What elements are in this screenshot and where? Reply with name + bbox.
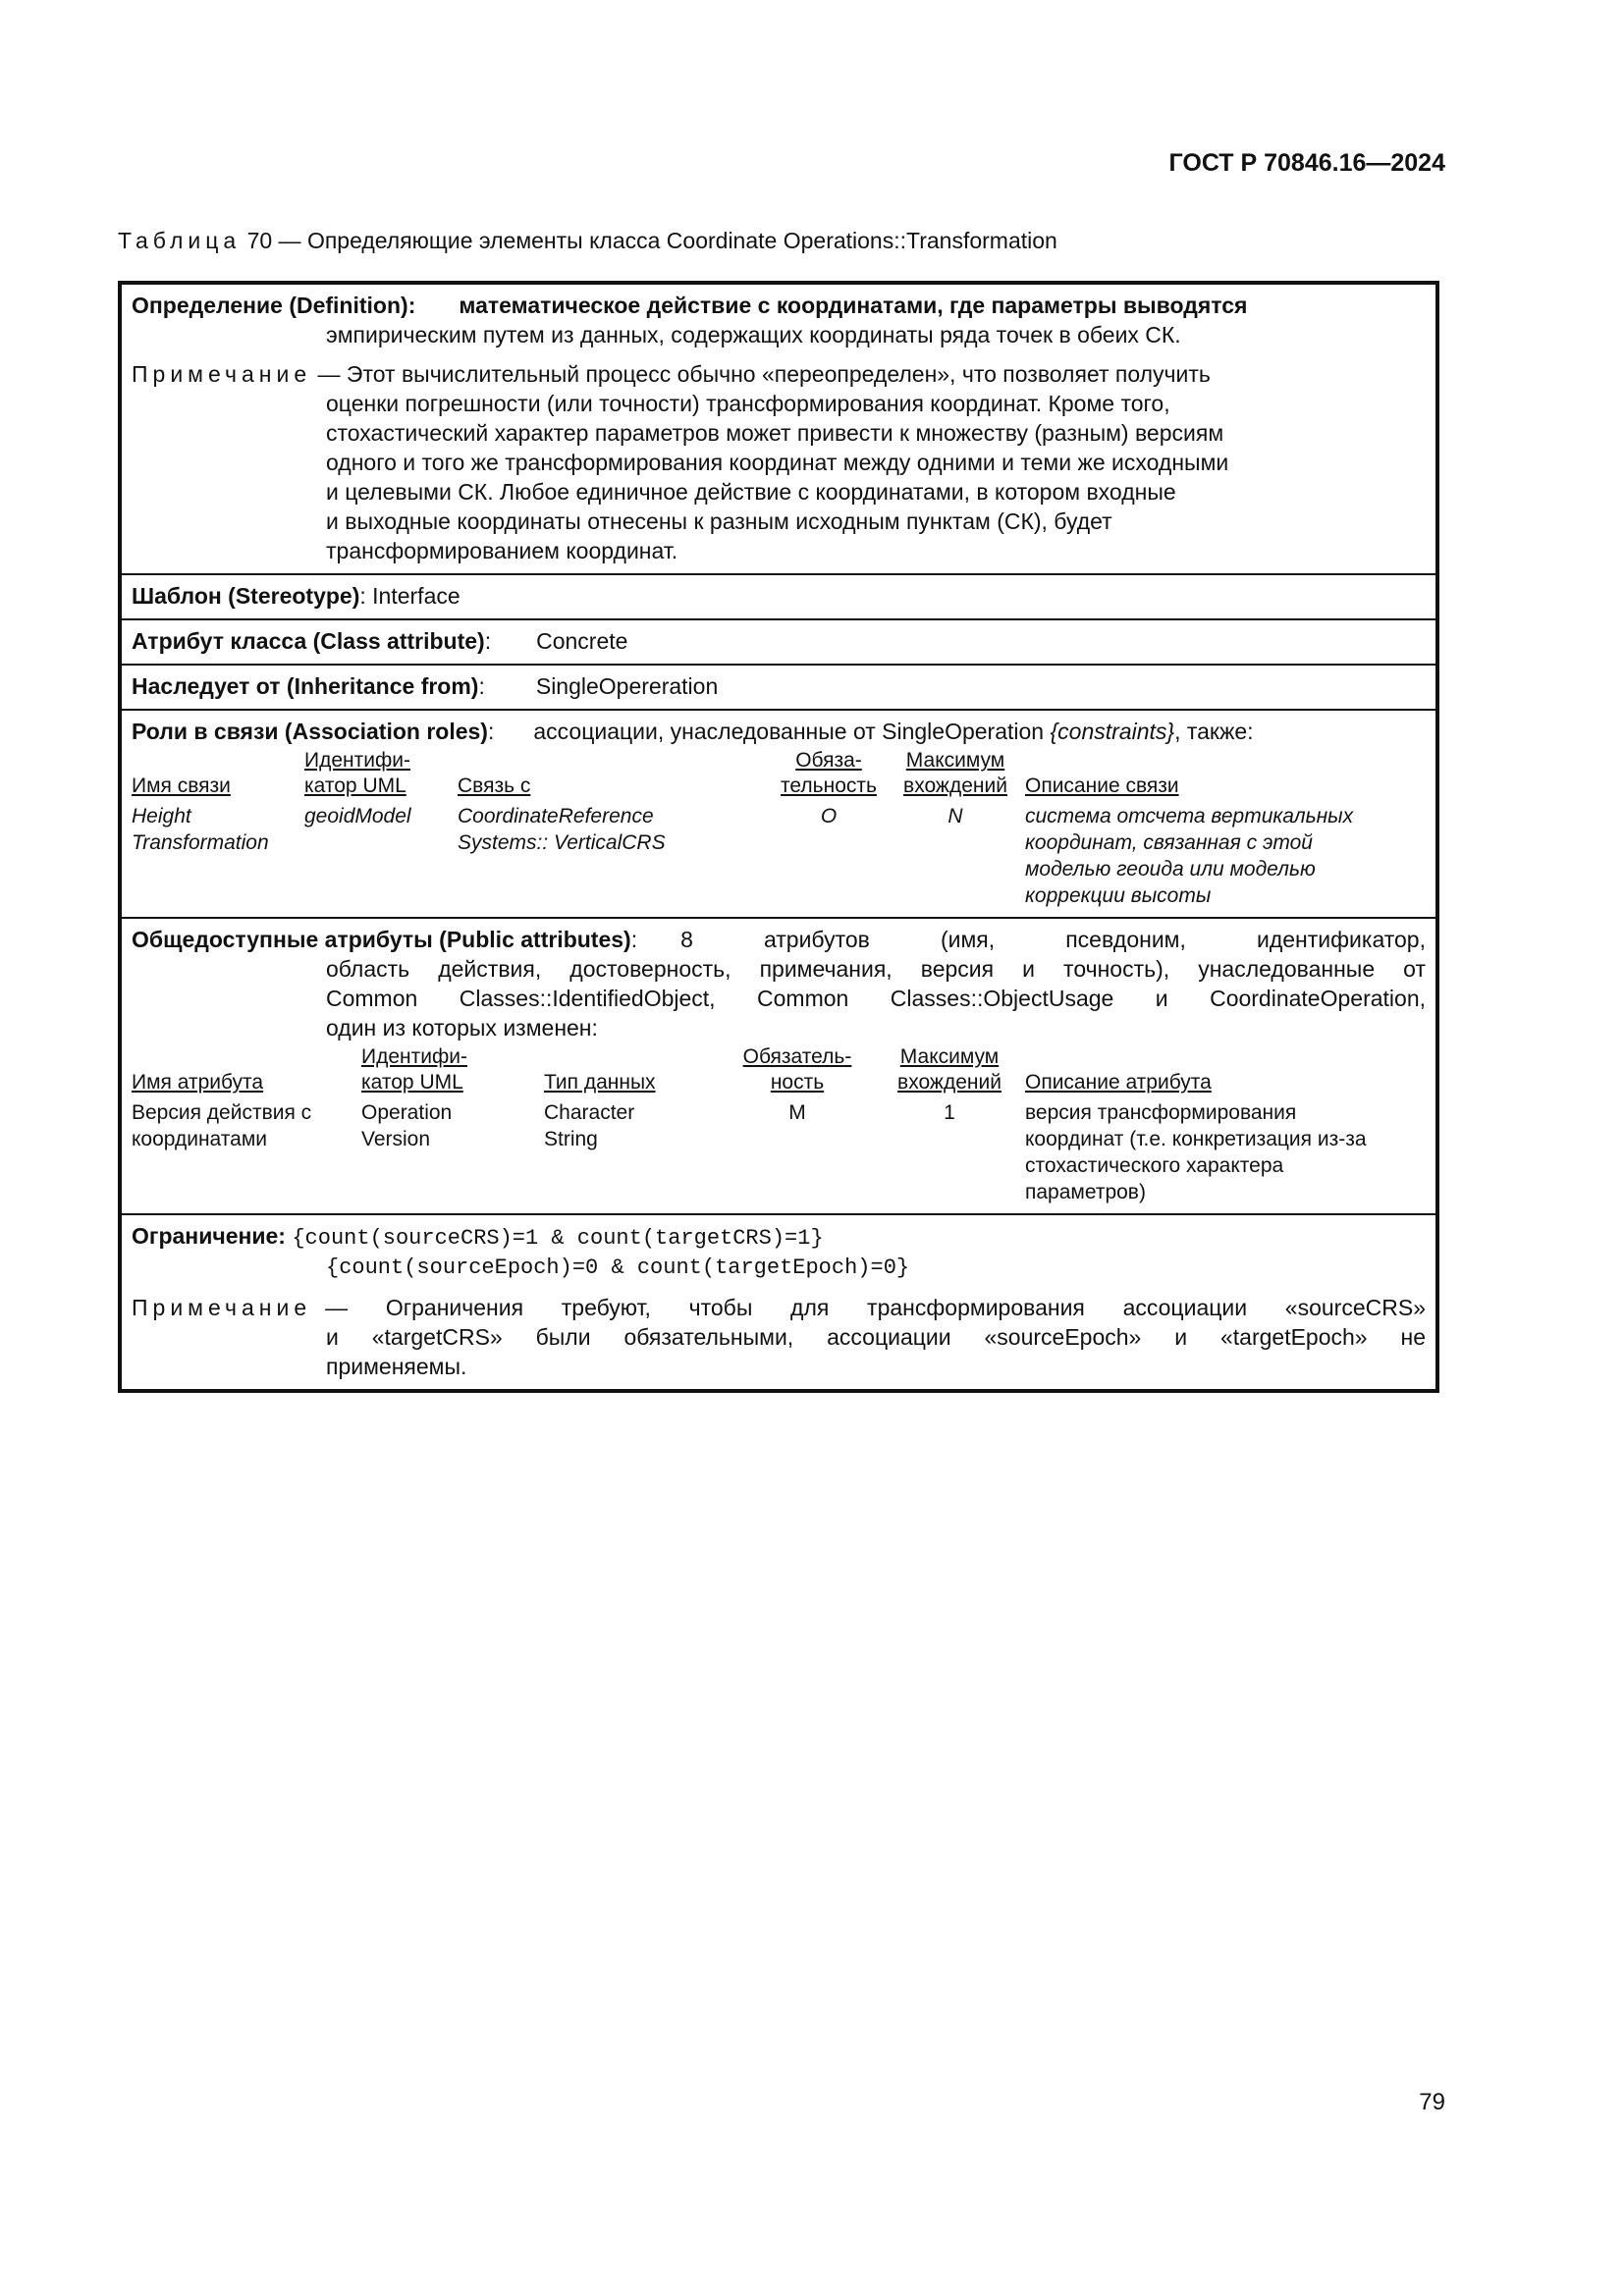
public-attributes-para: Общедоступные атрибуты (Public attributes): 8 атрибутов (имя, псевдоним, идентификатор,: [132, 927, 1426, 952]
association-cell-link: [458, 799, 772, 909]
public-attributes-header-row: [132, 1044, 1426, 1095]
public-header-max: [878, 1044, 1025, 1095]
public-cell-max: 1: [944, 1101, 955, 1124]
public-header-type-text: Тип данных: [544, 1071, 656, 1094]
association-header-oblig-1: Обяза-: [795, 749, 862, 772]
public-cell-uml: [361, 1095, 544, 1205]
association-subtable: [132, 748, 1426, 909]
public-attributes-label: Общедоступные атрибуты (Public attributes): [132, 927, 631, 952]
association-value-italic: {constraints}: [1050, 719, 1175, 744]
association-para: Роли в связи (Association roles): ассоциации, унаследованные от SingleOperation {constraints}, также:: [132, 719, 1254, 744]
inheritance-label: Наследует от (Inheritance from): [132, 673, 479, 699]
association-header-uml-1: Идентифи-: [304, 749, 410, 772]
association-desc-3: моделью геоида или моделью: [1025, 858, 1316, 881]
association-cell-desc: [1025, 799, 1426, 909]
public-desc-1: версия трансформирования: [1025, 1101, 1297, 1124]
note1-para: [132, 359, 1426, 389]
note2-para: [132, 1293, 1426, 1322]
public-attributes-line-4: один из которых изменен:: [326, 1015, 598, 1041]
note2-label: Примечание: [132, 1295, 312, 1320]
public-type-1: Character: [544, 1101, 635, 1124]
definition-row: [122, 285, 1435, 575]
note1-line-2: оценки погрешности (или точности) трансформирования координат. Кроме того,: [326, 391, 1170, 416]
public-cell-name: [132, 1095, 361, 1205]
note2-first-line: — Ограничения требуют, чтобы для трансформирования ассоциации «sourceCRS»: [325, 1295, 1426, 1320]
public-attributes-first-line: 8 атрибутов (имя, псевдоним, идентификатор,: [680, 927, 1426, 952]
note1-label: Примечание: [132, 361, 312, 387]
association-label: Роли в связи (Association roles): [132, 719, 488, 744]
association-header-max: [890, 748, 1025, 799]
note2-line-3: применяемы.: [326, 1354, 467, 1379]
public-name-2: координатами: [132, 1128, 268, 1150]
caption-prefix: Таблица: [118, 228, 242, 253]
association-name-2: Transformation: [132, 831, 269, 854]
association-header-desc-text: Описание связи: [1025, 774, 1179, 797]
public-attributes-subtable: [132, 1044, 1426, 1205]
note1-line-3: стохастический характер параметров может привести к множеству (разным) версиям: [326, 420, 1224, 446]
note1-line-1: — Этот вычислительный процесс обычно «переопределен», что позволяет получить: [317, 361, 1211, 387]
class-attribute-row: Атрибут класса (Class attribute): Concrete: [122, 620, 1435, 666]
constraint-para: [132, 1221, 1426, 1254]
caption-text: 70 — Определяющие элементы класса Coordinate Operations::Transformation: [246, 228, 1057, 253]
inheritance-row: Наследует от (Inheritance from): SingleOpereration: [122, 666, 1435, 711]
public-header-desc: [1025, 1044, 1426, 1095]
table-row: [132, 1095, 1426, 1205]
association-header-name: [132, 748, 304, 799]
public-header-oblig: [721, 1044, 878, 1095]
association-value-prefix: ассоциации, унаследованные от SingleOperation: [533, 719, 1051, 744]
public-header-name: [132, 1044, 361, 1095]
public-desc-3: стохастического характера: [1025, 1154, 1284, 1177]
association-desc-2: координат, связанная с этой: [1025, 831, 1313, 854]
public-header-uml-1: Идентифи-: [361, 1045, 467, 1068]
public-uml-1: Operation: [361, 1101, 453, 1124]
table-row: [132, 799, 1426, 909]
public-cell-type: [544, 1095, 721, 1205]
class-attribute-label: Атрибут класса (Class attribute): [132, 628, 485, 654]
association-link-2: Systems:: VerticalCRS: [458, 831, 666, 854]
table-caption: [118, 228, 1057, 254]
association-header-max-2: вхождений: [903, 774, 1007, 797]
document-number: ГОСТ Р 70846.16—2024: [1168, 149, 1445, 177]
public-cell-desc: [1025, 1095, 1426, 1205]
note1-line-7: трансформированием координат.: [326, 538, 678, 563]
stereotype-row: Шаблон (Stereotype): Interface: [122, 575, 1435, 620]
public-header-max-2: вхождений: [897, 1071, 1001, 1094]
association-header-link-text: Связь с: [458, 774, 531, 797]
public-desc-2: координат (т.е. конкретизация из-за: [1025, 1128, 1367, 1150]
constraint-line-1: {count(sourceCRS)=1 & count(targetCRS)=1}: [292, 1226, 824, 1251]
public-desc-4: параметров): [1025, 1181, 1146, 1203]
association-name-1: Height: [132, 805, 191, 828]
public-attributes-line-3: Common Classes::IdentifiedObject, Common Classes::ObjectUsage и CoordinateOperation,: [326, 986, 1426, 1011]
constraint-row: [122, 1215, 1435, 1389]
note1-line-4: одного и того же трансформирования координат между одними и теми же исходными: [326, 450, 1229, 475]
note1-line-6: и выходные координаты отнесены к разным исходным пунктам (СК), будет: [326, 508, 1112, 534]
definition-line-1: математическое действие с координатами, где параметры выводятся: [459, 293, 1248, 318]
public-header-type: [544, 1044, 721, 1095]
public-type-2: String: [544, 1128, 598, 1150]
stereotype-label: Шаблон (Stereotype): [132, 583, 360, 609]
association-header-row: [132, 748, 1426, 799]
class-attribute-value: Concrete: [536, 628, 628, 654]
association-header-max-1: Максимум: [905, 749, 1005, 772]
public-header-name-text: Имя атрибута: [132, 1071, 264, 1094]
public-attributes-line-2: область действия, достоверность, примечания, версия и точность), унаследованные от: [326, 956, 1426, 982]
association-header-uml-2: катор UML: [304, 774, 406, 797]
association-header-oblig: [772, 748, 890, 799]
association-row: [122, 711, 1435, 919]
inheritance-value: SingleOpereration: [535, 673, 719, 699]
association-link-1: CoordinateReference: [458, 805, 654, 828]
constraint-line-2: {count(sourceEpoch)=0 & count(targetEpoch)=0}: [326, 1255, 910, 1280]
public-cell-oblig: M: [788, 1101, 806, 1124]
public-header-desc-text: Описание атрибута: [1025, 1071, 1212, 1094]
definition-table: [118, 281, 1439, 1393]
public-header-uml-2: катор UML: [361, 1071, 463, 1094]
public-attributes-row: [122, 919, 1435, 1215]
association-cell-oblig: O: [820, 805, 838, 828]
definition-line-2: [132, 320, 1426, 349]
association-cell-max: N: [947, 805, 963, 828]
association-header-uml: [304, 748, 458, 799]
definition-para: Определение (Definition): математическое действие с координатами, где параметры выводятся: [132, 293, 1248, 318]
public-header-uml: [361, 1044, 544, 1095]
association-cell-uml: geoidModel: [304, 805, 411, 828]
constraint-label: Ограничение:: [132, 1223, 286, 1249]
public-header-oblig-2: ность: [770, 1071, 825, 1094]
association-desc-1: система отсчета вертикальных: [1025, 805, 1354, 828]
association-header-oblig-2: тельность: [781, 774, 877, 797]
page-number: 79: [1419, 2089, 1445, 2115]
association-header-desc: [1025, 748, 1426, 799]
public-name-1: Версия действия с: [132, 1101, 312, 1124]
definition-label: Определение (Definition): [132, 293, 408, 318]
association-value-suffix: , также:: [1174, 719, 1254, 744]
association-desc-4: коррекции высоты: [1025, 884, 1212, 907]
association-cell-name: [132, 799, 304, 909]
association-header-name-text: Имя связи: [132, 774, 231, 797]
stereotype-value: Interface: [372, 583, 460, 609]
definition-line-2-text: эмпирическим путем из данных, содержащих координаты ряда точек в обеих СК.: [326, 322, 1181, 347]
note1-line-5: и целевыми СК. Любое единичное действие с координатами, в котором входные: [326, 479, 1176, 505]
public-uml-2: Version: [361, 1128, 431, 1150]
public-header-max-1: Максимум: [899, 1045, 1000, 1068]
association-header-link: [458, 748, 772, 799]
public-header-oblig-1: Обязатель-: [742, 1045, 852, 1068]
note2-line-2: и «targetCRS» были обязательными, ассоциации «sourceEpoch» и «targetEpoch» не: [326, 1324, 1426, 1350]
